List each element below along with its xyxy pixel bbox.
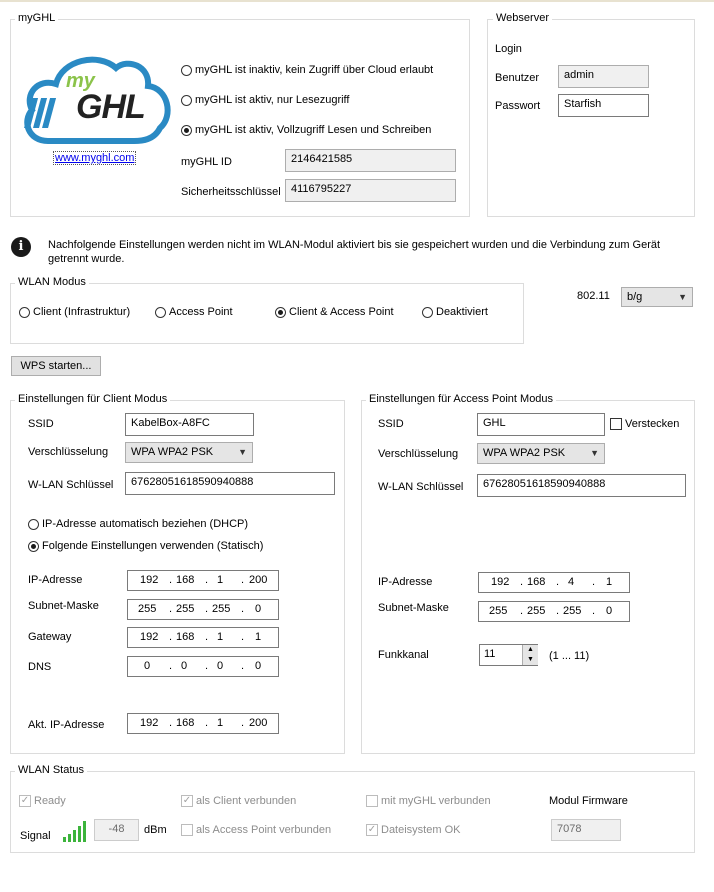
client-ip-field[interactable]: 192 . 168 . 1 . 200: [127, 570, 279, 591]
ap-ip-field[interactable]: 192 . 168 . 4 . 1: [478, 572, 630, 593]
myghl-id-field[interactable]: 2146421585: [285, 149, 456, 172]
ap-channel-down-button[interactable]: ▼: [522, 655, 538, 665]
ap-settings-legend: Einstellungen für Access Point Modus: [366, 393, 556, 405]
ap-enc-select[interactable]: WPA WPA2 PSK ▼: [477, 443, 605, 464]
firmware-value-field: 7078: [551, 819, 621, 841]
radio-indicator: [28, 519, 39, 530]
ap-channel-up-button[interactable]: ▲: [522, 645, 538, 656]
radio-indicator: [155, 307, 166, 318]
info-text-line1: Nachfolgende Einstellungen werden nicht im WLAN-Modul aktiviert bis sie gespeichert wurden und die Verbindung zum Gerät: [48, 239, 661, 251]
firmware-label: Modul Firmware: [549, 795, 628, 807]
status-myghl-connected-checkbox: mit myGHL verbunden: [366, 795, 491, 807]
client-enc-label: Verschlüsselung: [28, 446, 109, 458]
mode-disabled-radio[interactable]: Deaktiviert: [422, 306, 488, 318]
signal-value-field: -48: [94, 819, 139, 841]
radio-indicator: [181, 65, 192, 76]
top-border: [0, 0, 714, 2]
myghl-option-read[interactable]: myGHL ist aktiv, nur Lesezugriff: [181, 94, 349, 106]
ap-key-label: W-LAN Schlüssel: [378, 481, 464, 493]
signal-bar: [78, 826, 81, 842]
radio-indicator: [19, 307, 30, 318]
myghl-id-label: myGHL ID: [181, 156, 232, 168]
standard-label: 802.11: [577, 290, 610, 302]
myghl-option-full[interactable]: myGHL ist aktiv, Vollzugriff Lesen und Schreiben: [181, 124, 431, 136]
ap-ssid-label: SSID: [378, 418, 404, 430]
ap-ip-label: IP-Adresse: [378, 576, 433, 588]
webserver-login-label: Login: [495, 43, 522, 55]
radio-indicator: [181, 125, 192, 136]
signal-unit: dBm: [144, 824, 167, 836]
ap-channel-range: (1 ... 11): [549, 650, 590, 662]
checkbox-indicator: ✓: [20, 795, 30, 806]
wps-start-button[interactable]: WPS starten...: [11, 356, 101, 376]
myghl-key-field[interactable]: 4116795227: [285, 179, 456, 202]
status-client-connected-checkbox: ✓ als Client verbunden: [182, 795, 297, 807]
chevron-down-icon: ▼: [678, 292, 687, 302]
signal-strength-icon: [63, 820, 89, 842]
myghl-legend: myGHL: [15, 12, 58, 24]
client-ssid-label: SSID: [28, 418, 54, 430]
radio-indicator: [28, 541, 39, 552]
ap-mask-field[interactable]: 255 . 255 . 255 . 0: [478, 601, 630, 622]
webserver-user-field[interactable]: admin: [558, 65, 649, 88]
client-ssid-field[interactable]: KabelBox-A8FC: [125, 413, 254, 436]
radio-indicator: [275, 307, 286, 318]
signal-bar: [63, 837, 66, 842]
checkbox-indicator: [610, 418, 622, 430]
signal-label: Signal: [20, 830, 51, 842]
status-ap-connected-checkbox: als Access Point verbunden: [181, 824, 331, 836]
checkbox-indicator: [366, 795, 378, 807]
ap-mask-label: Subnet-Maske: [378, 602, 449, 614]
client-gw-field[interactable]: 192 . 168 . 1 . 1: [127, 627, 279, 648]
mode-client-ap-radio[interactable]: Client & Access Point: [275, 306, 394, 318]
wlan-mode-legend: WLAN Modus: [15, 276, 89, 288]
client-dns-label: DNS: [28, 661, 52, 673]
client-gw-label: Gateway: [28, 631, 72, 643]
ap-key-field[interactable]: 67628051618590940888: [477, 474, 686, 497]
client-enc-select[interactable]: WPA WPA2 PSK ▼: [125, 442, 253, 463]
ap-channel-stepper[interactable]: 11: [479, 644, 538, 666]
chevron-down-icon: ▼: [590, 448, 599, 458]
webserver-pass-field[interactable]: Starfish: [558, 94, 649, 117]
ap-ssid-field[interactable]: GHL: [477, 413, 605, 436]
radio-indicator: [422, 307, 433, 318]
client-cur-ip-field[interactable]: 192 . 168 . 1 . 200: [127, 713, 279, 734]
client-settings-legend: Einstellungen für Client Modus: [15, 393, 170, 405]
ap-hide-checkbox[interactable]: Verstecken: [610, 418, 679, 430]
ap-channel-label: Funkkanal: [378, 649, 429, 661]
client-mask-label: Subnet-Maske: [28, 600, 99, 612]
client-ip-label: IP-Adresse: [28, 574, 83, 586]
logo-ghl-text: GHL: [76, 88, 145, 126]
signal-bar: [68, 834, 71, 842]
mode-ap-radio[interactable]: Access Point: [155, 306, 233, 318]
wlan-status-legend: WLAN Status: [15, 764, 87, 776]
checkbox-indicator: ✓: [182, 795, 192, 806]
info-icon: i: [11, 237, 31, 257]
webserver-legend: Webserver: [493, 12, 552, 24]
logo-my-text: my: [66, 70, 95, 92]
status-fs-ok-checkbox: ✓ Dateisystem OK: [367, 824, 461, 836]
webserver-user-label: Benutzer: [495, 72, 540, 84]
client-key-field[interactable]: 67628051618590940888: [125, 472, 335, 495]
chevron-down-icon: ▼: [238, 447, 247, 457]
signal-bar: [83, 821, 86, 842]
webserver-pass-label: Passwort: [495, 100, 541, 112]
ap-enc-label: Verschlüsselung: [378, 448, 459, 460]
client-cur-ip-label: Akt. IP-Adresse: [28, 719, 105, 731]
myghl-option-inactive[interactable]: myGHL ist inaktiv, kein Zugriff über Cloud erlaubt: [181, 64, 433, 76]
checkbox-indicator: [181, 824, 193, 836]
standard-select[interactable]: b/g ▼: [621, 287, 693, 307]
status-ready-checkbox: ✓ Ready: [20, 795, 66, 807]
client-mask-field[interactable]: 255 . 255 . 255 . 0: [127, 599, 279, 620]
client-static-radio[interactable]: Folgende Einstellungen verwenden (Statisch): [28, 540, 263, 552]
mode-client-radio[interactable]: Client (Infrastruktur): [19, 306, 130, 318]
client-dhcp-radio[interactable]: IP-Adresse automatisch beziehen (DHCP): [28, 518, 248, 530]
checkbox-indicator: ✓: [367, 824, 377, 835]
info-text-line2: getrennt wurde.: [48, 253, 125, 265]
myghl-key-label: Sicherheitsschlüssel: [181, 186, 281, 198]
signal-bar: [73, 830, 76, 842]
radio-indicator: [181, 95, 192, 106]
client-key-label: W-LAN Schlüssel: [28, 479, 114, 491]
myghl-logo: [18, 46, 173, 146]
myghl-link[interactable]: www.myghl.com: [55, 152, 135, 164]
client-dns-field[interactable]: 0 . 0 . 0 . 0: [127, 656, 279, 677]
